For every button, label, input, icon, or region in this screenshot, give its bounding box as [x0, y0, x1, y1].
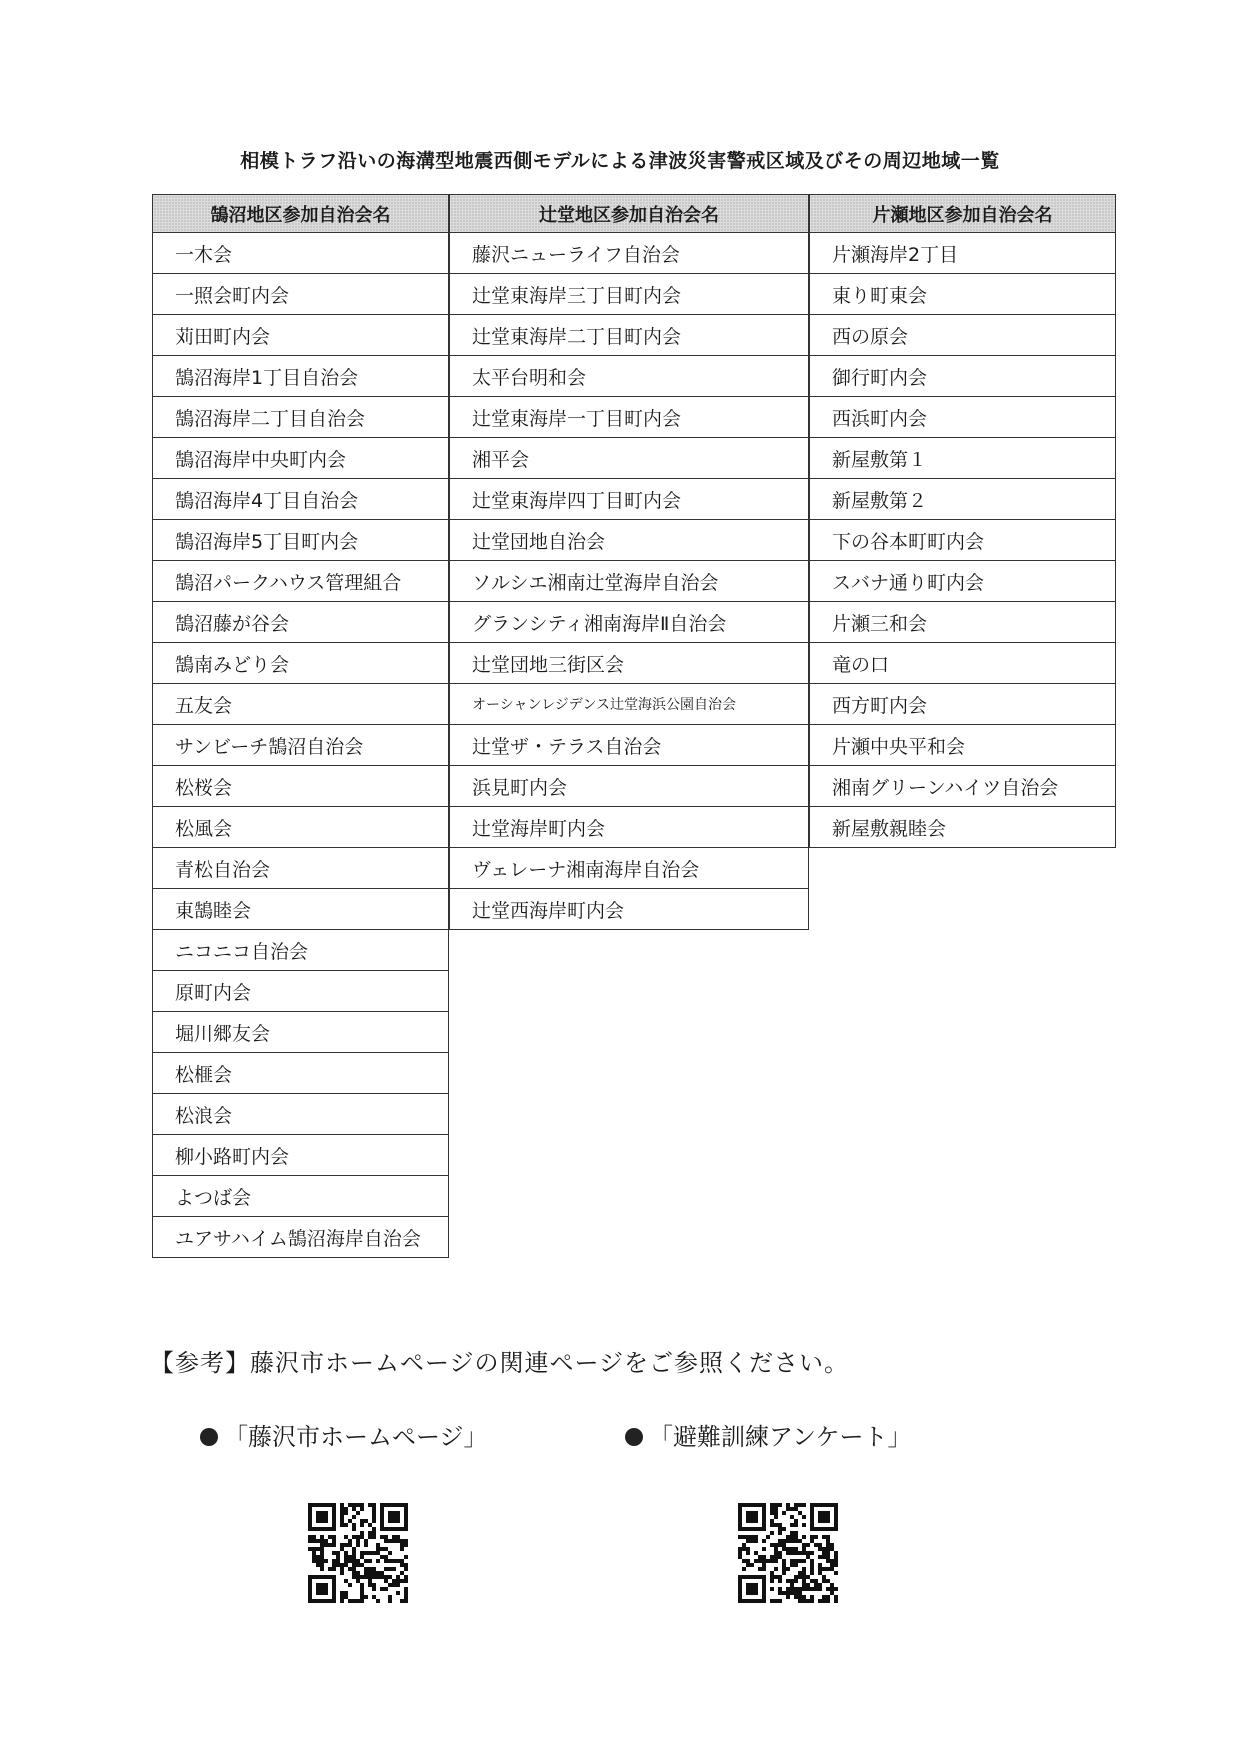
list-item: ユアサハイム鵠沼海岸自治会 [153, 1217, 449, 1258]
page-title: 相模トラフ沿いの海溝型地震西側モデルによる津波災害警戒区域及びその周辺地域一覧 [240, 150, 1000, 172]
list-item: グランシティ湘南海岸Ⅱ自治会 [450, 602, 809, 643]
list-item: 辻堂海岸町内会 [450, 807, 809, 848]
list-item: 西浜町内会 [810, 397, 1116, 438]
list-item: 辻堂東海岸四丁目町内会 [450, 479, 809, 520]
list-item: 五友会 [153, 684, 449, 725]
list-item: 新屋敷親睦会 [810, 807, 1116, 848]
list-item: 一照会町内会 [153, 274, 449, 315]
list-item: 西の原会 [810, 315, 1116, 356]
list-item: 西方町内会 [810, 684, 1116, 725]
list-item: 鵠沼海岸中央町内会 [153, 438, 449, 479]
list-item: 鵠南みどり会 [153, 643, 449, 684]
link-label: 「避難訓練アンケート」 [649, 1423, 912, 1451]
list-item: 片瀬三和会 [810, 602, 1116, 643]
qr-code-icon[interactable] [738, 1503, 838, 1603]
link-label: 「藤沢市ホームページ」 [224, 1423, 488, 1451]
list-item: 藤沢ニューライフ自治会 [450, 233, 809, 274]
list-item: 辻堂団地三街区会 [450, 643, 809, 684]
list-item: 一木会 [153, 233, 449, 274]
list-item: 御行町内会 [810, 356, 1116, 397]
list-item: 辻堂西海岸町内会 [450, 889, 809, 930]
list-item: ソルシエ湘南辻堂海岸自治会 [450, 561, 809, 602]
list-item: 苅田町内会 [153, 315, 449, 356]
bullet-icon [200, 1428, 218, 1446]
list-item: 辻堂東海岸二丁目町内会 [450, 315, 809, 356]
list-item: 辻堂団地自治会 [450, 520, 809, 561]
list-item: 鵠沼パークハウス管理組合 [153, 561, 449, 602]
list-item: 原町内会 [153, 971, 449, 1012]
list-item: 新屋敷第２ [810, 479, 1116, 520]
list-item: 松浪会 [153, 1094, 449, 1135]
reference-note: 【参考】藤沢市ホームページの関連ページをご参照ください。 [150, 1349, 850, 1377]
list-item: 太平台明和会 [450, 356, 809, 397]
list-item: 堀川郷友会 [153, 1012, 449, 1053]
kugenuma-table [152, 194, 449, 1258]
list-item: 浜見町内会 [450, 766, 809, 807]
list-item: 新屋敷第１ [810, 438, 1116, 479]
list-item: 松桜会 [153, 766, 449, 807]
katase-table [809, 194, 1116, 848]
list-item: 竜の口 [810, 643, 1116, 684]
list-item: 辻堂ザ・テラス自治会 [450, 725, 809, 766]
list-item: 辻堂東海岸一丁目町内会 [450, 397, 809, 438]
list-item: 鵠沼海岸1丁目自治会 [153, 356, 449, 397]
list-item: スバナ通り町内会 [810, 561, 1116, 602]
list-item: よつば会 [153, 1176, 449, 1217]
list-item: 鵠沼海岸二丁目自治会 [153, 397, 449, 438]
list-item: 東鵠睦会 [153, 889, 449, 930]
list-item: 辻堂東海岸三丁目町内会 [450, 274, 809, 315]
list-item: 下の谷本町町内会 [810, 520, 1116, 561]
list-item: オーシャンレジデンス辻堂海浜公園自治会 [450, 684, 809, 725]
list-item: 松榧会 [153, 1053, 449, 1094]
list-item: 片瀬中央平和会 [810, 725, 1116, 766]
list-item: ニコニコ自治会 [153, 930, 449, 971]
column-header: 鵠沼地区参加自治会名 [153, 195, 449, 233]
list-item: 片瀬海岸2丁目 [810, 233, 1116, 274]
column-header: 片瀬地区参加自治会名 [810, 195, 1116, 233]
list-item: 東り町東会 [810, 274, 1116, 315]
list-item: 柳小路町内会 [153, 1135, 449, 1176]
link-evacuation-survey[interactable] [625, 1417, 912, 1452]
tsujido-table [449, 194, 809, 930]
list-item: 鵠沼海岸4丁目自治会 [153, 479, 449, 520]
list-item: 鵠沼藤が谷会 [153, 602, 449, 643]
link-fujisawa-homepage[interactable] [200, 1417, 488, 1452]
list-item: ヴェレーナ湘南海岸自治会 [450, 848, 809, 889]
list-item: 青松自治会 [153, 848, 449, 889]
list-item: 松風会 [153, 807, 449, 848]
list-item: 鵠沼海岸5丁目町内会 [153, 520, 449, 561]
list-item: サンビーチ鵠沼自治会 [153, 725, 449, 766]
bullet-icon [625, 1428, 643, 1446]
column-header: 辻堂地区参加自治会名 [450, 195, 809, 233]
list-item: 湘南グリーンハイツ自治会 [810, 766, 1116, 807]
list-item: 湘平会 [450, 438, 809, 479]
qr-code-icon[interactable] [308, 1503, 408, 1603]
